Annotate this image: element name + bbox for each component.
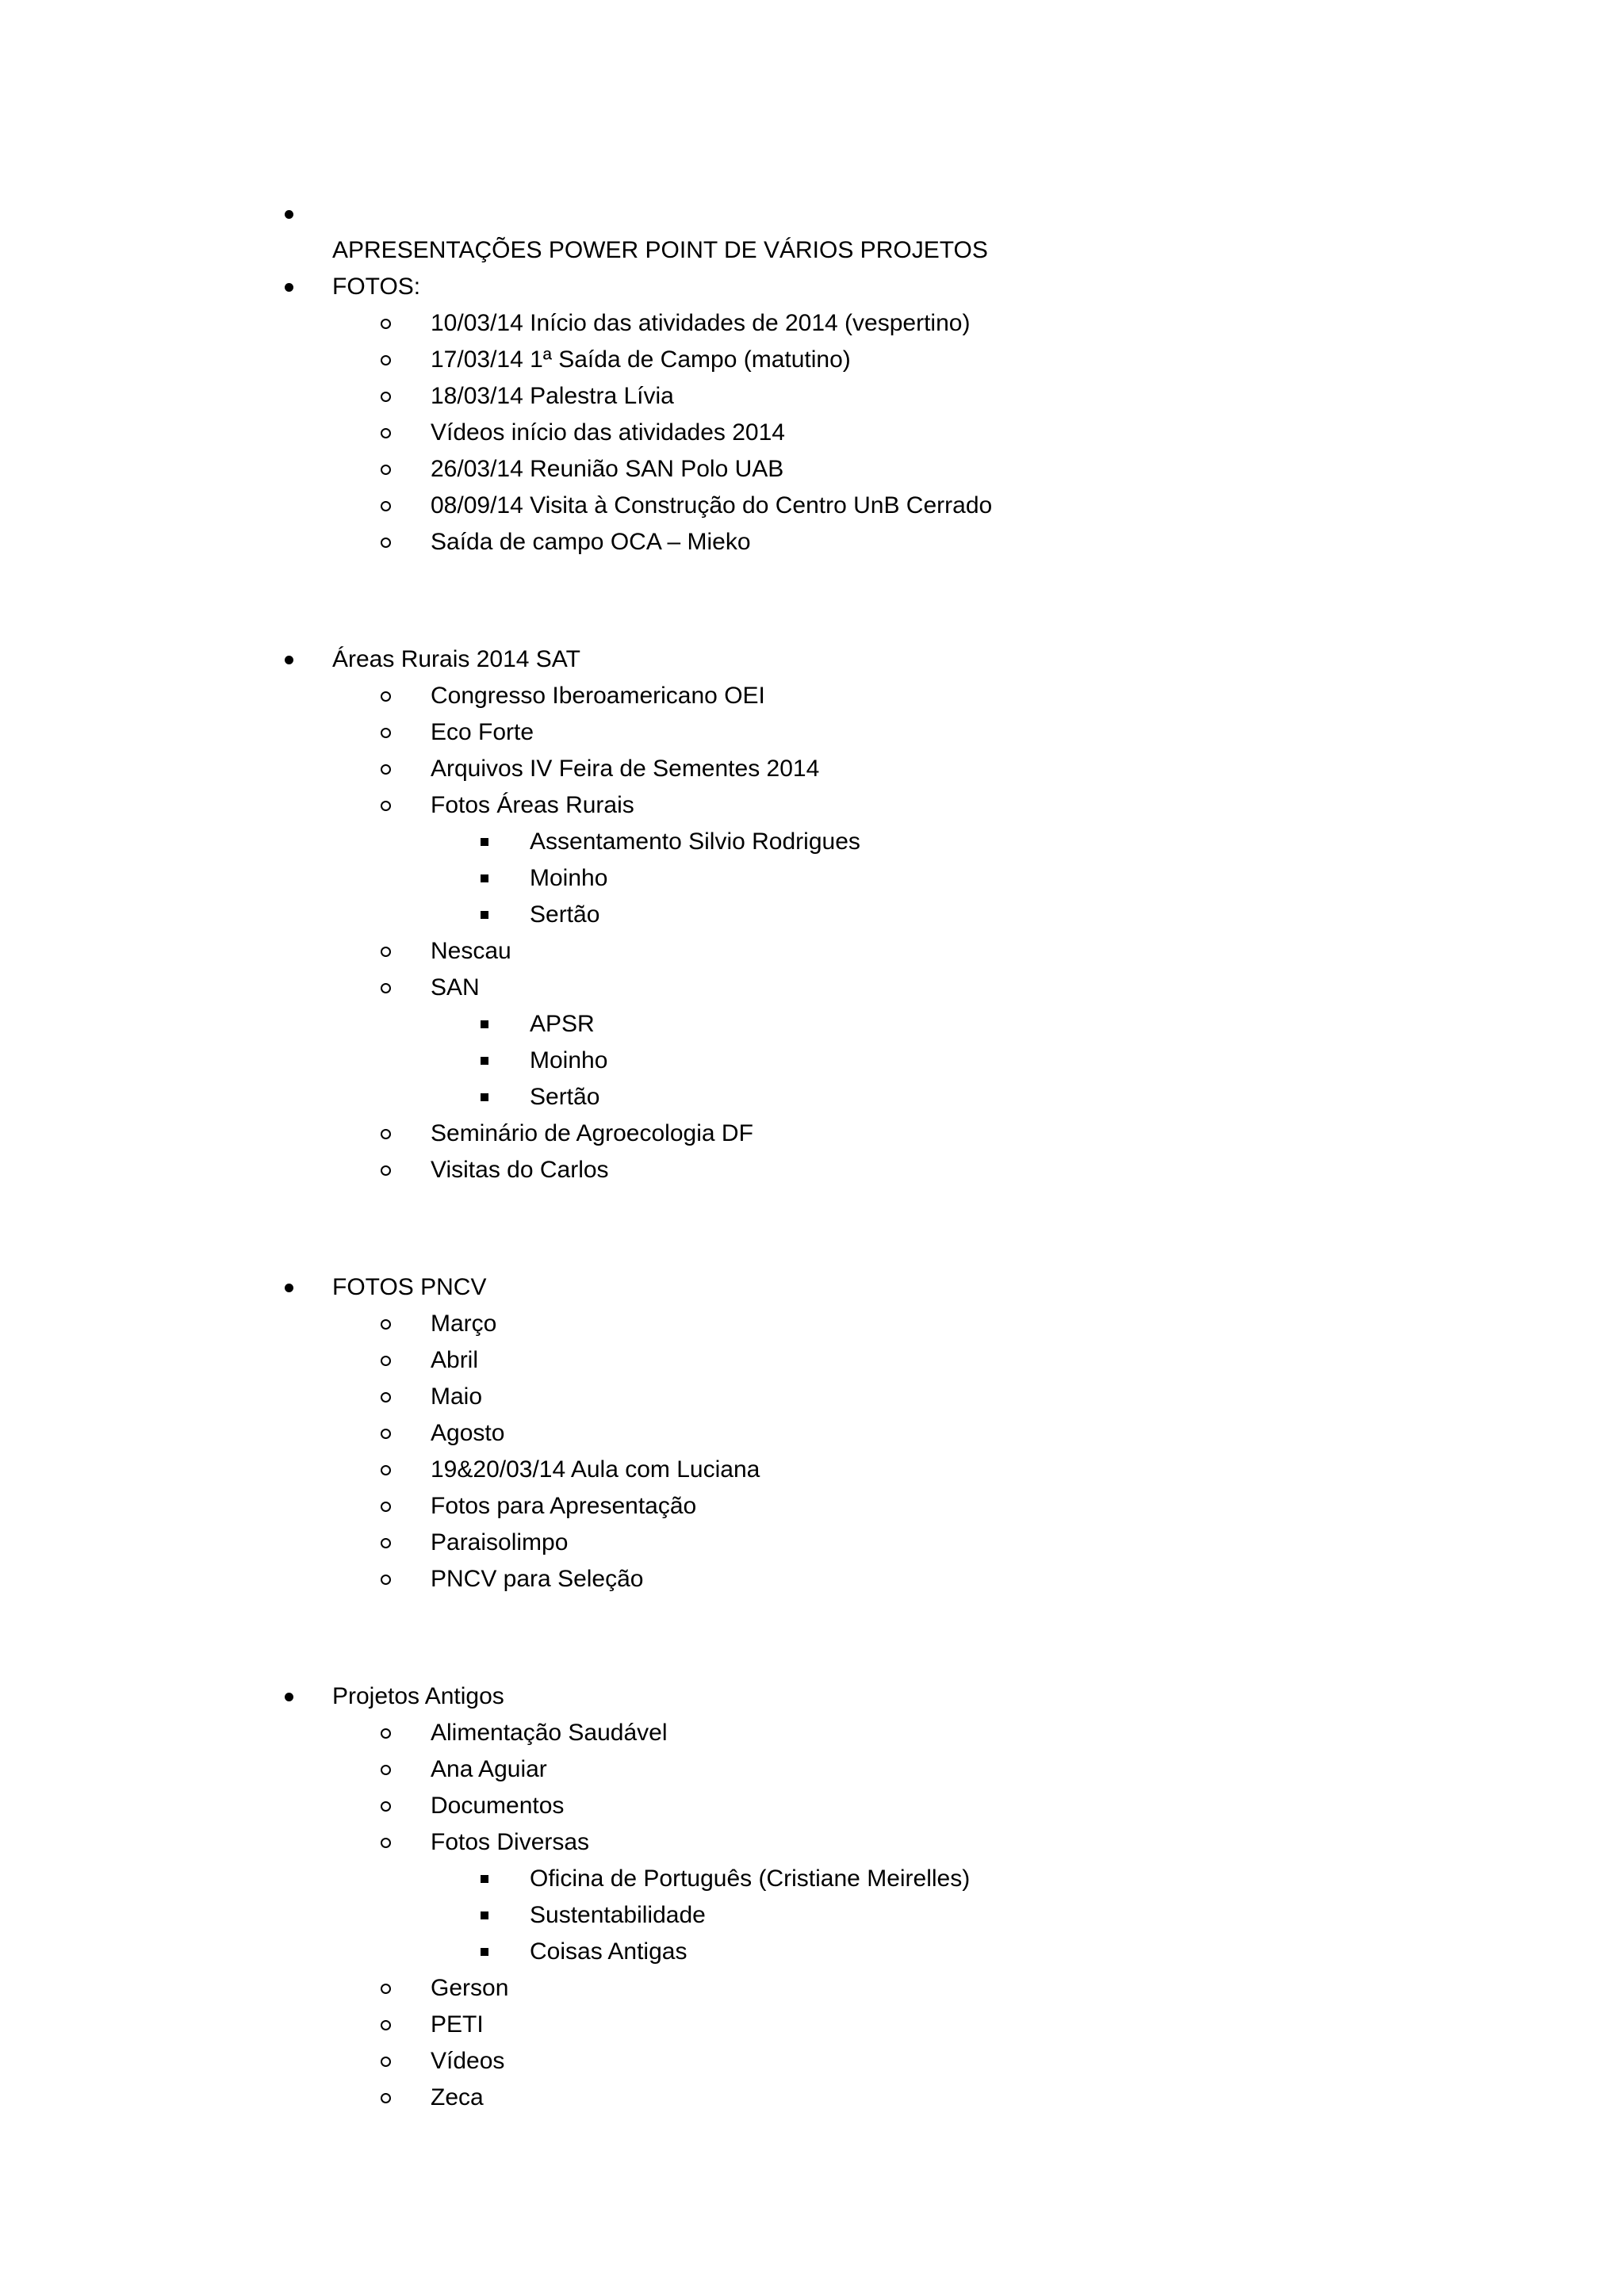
circle-marker — [378, 970, 397, 1006]
sub-list-item: APSR — [530, 1011, 595, 1037]
section-heading-projetos-antigos: Projetos Antigos — [332, 1683, 504, 1709]
circle-marker — [378, 933, 397, 970]
circle-marker — [378, 1788, 397, 1824]
list-item: Visitas do Carlos — [431, 1157, 609, 1183]
square-marker — [479, 1897, 495, 1934]
circle-marker — [378, 488, 397, 524]
list-item: SAN — [431, 974, 480, 1001]
circle-marker — [378, 751, 397, 787]
list-item: Maio — [431, 1383, 483, 1410]
circle-marker — [378, 787, 397, 824]
bullet-marker — [282, 269, 298, 305]
list-item: Fotos para Apresentação — [431, 1493, 697, 1519]
bullet-marker — [282, 1269, 298, 1306]
sub-list-item: Sustentabilidade — [530, 1902, 706, 1928]
circle-marker — [378, 342, 397, 378]
list-item: Alimentação Saudável — [431, 1720, 668, 1746]
circle-marker — [378, 1561, 397, 1598]
list-item: Março — [431, 1311, 497, 1337]
square-marker — [479, 1934, 495, 1970]
bullet-marker — [282, 1678, 298, 1715]
circle-marker — [378, 1715, 397, 1751]
circle-marker — [378, 415, 397, 451]
circle-marker — [378, 305, 397, 342]
square-marker — [479, 860, 495, 897]
sub-list-item: Sertão — [530, 901, 600, 928]
sub-list-item: Sertão — [530, 1084, 600, 1110]
section-heading-areas-rurais: Áreas Rurais 2014 SAT — [332, 646, 580, 672]
list-item: Congresso Iberoamericano OEI — [431, 683, 765, 709]
list-item: 10/03/14 Início das atividades de 2014 (vespertino) — [431, 310, 971, 336]
list-item: Nescau — [431, 938, 511, 964]
circle-marker — [378, 1152, 397, 1188]
list-item: Vídeos — [431, 2048, 505, 2074]
square-marker — [479, 1861, 495, 1897]
circle-marker — [378, 1525, 397, 1561]
list-item: PNCV para Seleção — [431, 1566, 644, 1592]
sub-list-item: Oficina de Português (Cristiane Meirelles) — [530, 1866, 971, 1892]
circle-marker — [378, 1970, 397, 2007]
list-item: Agosto — [431, 1420, 505, 1446]
list-item: Fotos Áreas Rurais — [431, 792, 634, 818]
list-item: Abril — [431, 1347, 479, 1373]
sub-list-item: Moinho — [530, 865, 608, 891]
circle-marker — [378, 678, 397, 714]
list-item: 08/09/14 Visita à Construção do Centro UnB Cerrado — [431, 492, 993, 519]
list-item: Saída de campo OCA – Mieko — [431, 529, 751, 555]
square-marker — [479, 897, 495, 933]
circle-marker — [378, 1115, 397, 1152]
sub-list-item: Coisas Antigas — [530, 1938, 688, 1965]
square-marker — [479, 1043, 495, 1079]
list-item: Vídeos início das atividades 2014 — [431, 419, 785, 446]
list-item: 26/03/14 Reunião SAN Polo UAB — [431, 456, 784, 482]
square-marker — [479, 1079, 495, 1115]
circle-marker — [378, 2043, 397, 2080]
circle-marker — [378, 524, 397, 561]
circle-marker — [378, 1824, 397, 1861]
circle-marker — [378, 1379, 397, 1415]
circle-marker — [378, 2080, 397, 2116]
list-item: Fotos Diversas — [431, 1829, 590, 1855]
list-item: 19&20/03/14 Aula com Luciana — [431, 1456, 760, 1483]
list-item: Eco Forte — [431, 719, 534, 745]
circle-marker — [378, 1342, 397, 1379]
list-item: Documentos — [431, 1793, 565, 1819]
section-heading-fotos: FOTOS: — [332, 274, 421, 300]
circle-marker — [378, 2007, 397, 2043]
circle-marker — [378, 1488, 397, 1525]
list-item: Arquivos IV Feira de Sementes 2014 — [431, 756, 820, 782]
bullet-marker — [282, 641, 298, 678]
list-item: Zeca — [431, 2084, 484, 2110]
circle-marker — [378, 1452, 397, 1488]
section-heading-fotos-pncv: FOTOS PNCV — [332, 1274, 487, 1300]
list-item: PETI — [431, 2011, 484, 2038]
circle-marker — [378, 451, 397, 488]
circle-marker — [378, 714, 397, 751]
sub-list-item: Assentamento Silvio Rodrigues — [530, 828, 860, 855]
intro-title: APRESENTAÇÕES POWER POINT DE VÁRIOS PROJETOS — [332, 237, 988, 263]
list-item: Seminário de Agroecologia DF — [431, 1120, 753, 1146]
square-marker — [479, 1006, 495, 1043]
list-item: 18/03/14 Palestra Lívia — [431, 383, 674, 409]
list-item: Ana Aguiar — [431, 1756, 547, 1782]
list-item: 17/03/14 1ª Saída de Campo (matutino) — [431, 346, 851, 373]
list-item: Paraisolimpo — [431, 1529, 569, 1556]
list-item: Gerson — [431, 1975, 509, 2001]
bullet-marker — [282, 196, 298, 232]
circle-marker — [378, 1415, 397, 1452]
square-marker — [479, 824, 495, 860]
circle-marker — [378, 378, 397, 415]
sub-list-item: Moinho — [530, 1047, 608, 1073]
circle-marker — [378, 1751, 397, 1788]
circle-marker — [378, 1306, 397, 1342]
